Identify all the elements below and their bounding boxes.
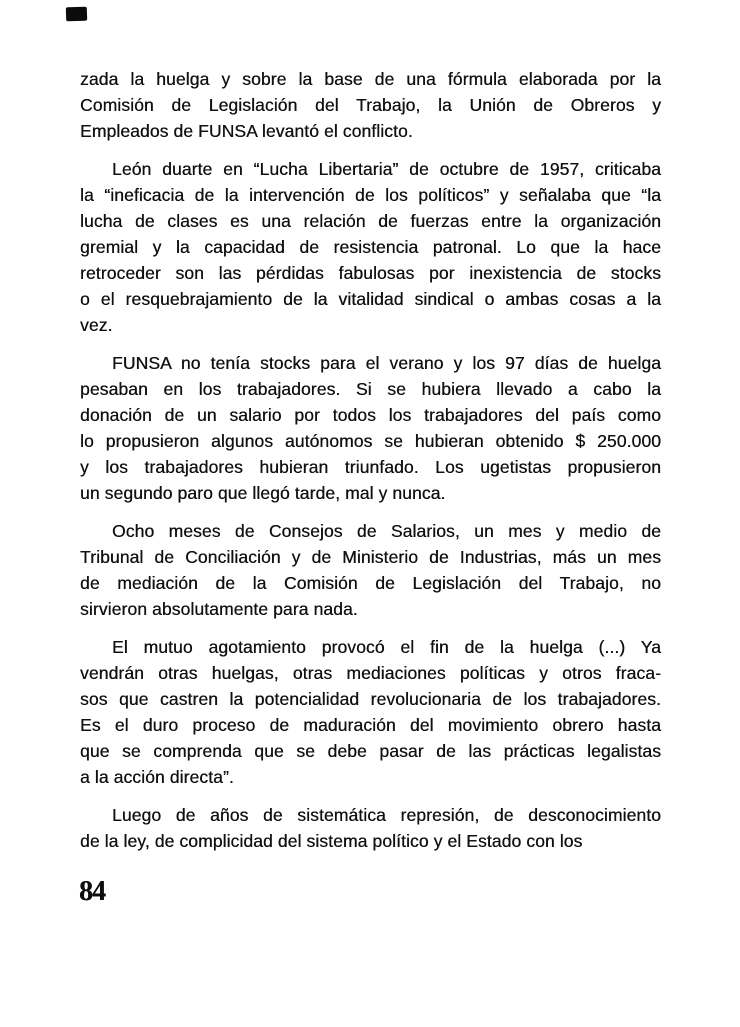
text-line: de mediación de la Comisión de Legislación del Trabajo, no xyxy=(80,573,661,593)
text-line: o el resquebrajamiento de la vitalidad sindical o ambas cosas a la xyxy=(80,289,661,309)
paragraph xyxy=(80,802,661,854)
text-line: lo propusieron algunos autónomos se hubieran obtenido $ 250.000 xyxy=(80,431,661,451)
text-line: pesaban en los trabajadores. Si se hubiera llevado a cabo la xyxy=(80,379,661,399)
text-line: FUNSA no tenía stocks para el verano y los 97 días de huelga xyxy=(112,353,661,373)
ink-blot-artifact xyxy=(66,7,87,22)
text-line: gremial y la capacidad de resistencia patronal. Lo que la hace xyxy=(80,237,661,257)
text-line: Ocho meses de Consejos de Salarios, un mes y medio de xyxy=(112,521,661,541)
paragraph xyxy=(80,66,661,144)
body-text-block xyxy=(80,66,661,866)
text-line: Tribunal de Conciliación y de Ministerio de Industrias, más un mes xyxy=(80,547,661,567)
paragraph xyxy=(80,518,661,622)
text-line: Luego de años de sistemática represión, de desconocimiento xyxy=(112,805,661,825)
text-line: y los trabajadores hubieran triunfado. Los ugetistas propusieron xyxy=(80,457,661,477)
text-line: de la ley, de complicidad del sistema político y el Estado con los xyxy=(80,831,583,851)
text-line: a la acción directa”. xyxy=(80,767,234,787)
text-line: El mutuo agotamiento provocó el fin de la huelga (...) Ya xyxy=(112,637,661,657)
text-line: sos que castren la potencialidad revolucionaria de los trabajadores. xyxy=(80,689,661,709)
text-line: la “ineficacia de la intervención de los políticos” y señalaba que “la xyxy=(80,185,661,205)
text-line: zada la huelga y sobre la base de una fórmula elaborada por la xyxy=(80,69,661,89)
text-line: donación de un salario por todos los trabajadores del país como xyxy=(80,405,661,425)
paragraph xyxy=(80,634,661,790)
text-line: vez. xyxy=(80,315,113,335)
text-line: León duarte en “Lucha Libertaria” de octubre de 1957, criticaba xyxy=(112,159,661,179)
text-line: Comisión de Legislación del Trabajo, la Unión de Obreros y xyxy=(80,95,661,115)
text-line: Es el duro proceso de maduración del movimiento obrero hasta xyxy=(80,715,661,735)
page-number: 84 xyxy=(79,876,105,907)
text-line: vendrán otras huelgas, otras mediaciones políticas y otros fraca- xyxy=(80,663,661,683)
text-line: un segundo paro que llegó tarde, mal y nunca. xyxy=(80,483,446,503)
text-line: Empleados de FUNSA levantó el conflicto. xyxy=(80,121,413,141)
text-line: retroceder son las pérdidas fabulosas por inexistencia de stocks xyxy=(80,263,661,283)
text-line: lucha de clases es una relación de fuerzas entre la organización xyxy=(80,211,661,231)
text-line: que se comprenda que se debe pasar de las prácticas legalistas xyxy=(80,741,661,761)
text-line: sirvieron absolutamente para nada. xyxy=(80,599,358,619)
paragraph xyxy=(80,350,661,506)
paragraph xyxy=(80,156,661,338)
